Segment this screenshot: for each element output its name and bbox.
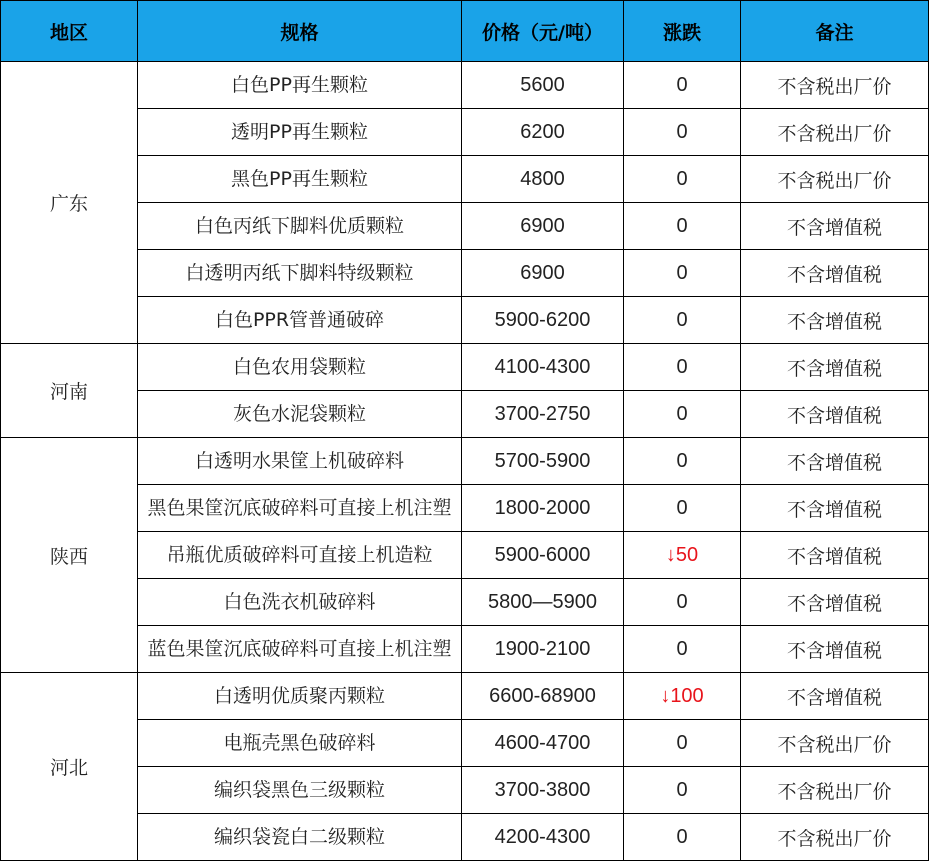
spec-cell: 黑色PP再生颗粒: [138, 156, 462, 203]
note-cell: 不含增值税: [741, 579, 929, 626]
note-cell: 不含增值税: [741, 485, 929, 532]
note-cell: 不含税出厂价: [741, 720, 929, 767]
region-cell: 河北: [1, 673, 138, 861]
price-cell: 5900-6200: [462, 297, 624, 344]
note-cell: 不含税出厂价: [741, 109, 929, 156]
table-row: [1, 156, 929, 203]
note-cell: 不含增值税: [741, 344, 929, 391]
spec-cell: 白透明丙纸下脚料特级颗粒: [138, 250, 462, 297]
price-cell: 6900: [462, 250, 624, 297]
table-row: [1, 250, 929, 297]
region-cell: 陕西: [1, 438, 138, 673]
table-row: [1, 626, 929, 673]
region-cell: 广东: [1, 62, 138, 344]
table-row: [1, 438, 929, 485]
price-cell: 4200-4300: [462, 814, 624, 861]
table-row: [1, 485, 929, 532]
table-body: [1, 62, 929, 861]
spec-cell: 白透明优质聚丙颗粒: [138, 673, 462, 720]
price-cell: 1800-2000: [462, 485, 624, 532]
change-cell: 0: [624, 62, 741, 109]
spec-cell: 编织袋瓷白二级颗粒: [138, 814, 462, 861]
price-cell: 3700-3800: [462, 767, 624, 814]
spec-cell: 白色农用袋颗粒: [138, 344, 462, 391]
spec-cell: 蓝色果筐沉底破碎料可直接上机注塑: [138, 626, 462, 673]
spec-cell: 白色洗衣机破碎料: [138, 579, 462, 626]
note-cell: 不含增值税: [741, 532, 929, 579]
spec-cell: 白色PPR管普通破碎: [138, 297, 462, 344]
table-row: [1, 579, 929, 626]
table-row: [1, 62, 929, 109]
spec-cell: 电瓶壳黑色破碎料: [138, 720, 462, 767]
header-region: 地区: [1, 1, 138, 62]
change-cell: 0: [624, 814, 741, 861]
change-cell: 0: [624, 203, 741, 250]
table-row: [1, 720, 929, 767]
price-cell: 5800—5900: [462, 579, 624, 626]
note-cell: 不含增值税: [741, 626, 929, 673]
change-cell: 0: [624, 438, 741, 485]
table-row: [1, 767, 929, 814]
price-cell: 6900: [462, 203, 624, 250]
change-cell: 0: [624, 391, 741, 438]
note-cell: 不含税出厂价: [741, 156, 929, 203]
change-cell: 0: [624, 485, 741, 532]
change-cell: ↓50: [624, 532, 741, 579]
price-cell: 4600-4700: [462, 720, 624, 767]
note-cell: 不含增值税: [741, 297, 929, 344]
table-row: [1, 344, 929, 391]
note-cell: 不含税出厂价: [741, 767, 929, 814]
change-cell: 0: [624, 156, 741, 203]
change-cell: 0: [624, 720, 741, 767]
spec-cell: 白色PP再生颗粒: [138, 62, 462, 109]
price-cell: 3700-2750: [462, 391, 624, 438]
table-row: [1, 532, 929, 579]
spec-cell: 黑色果筐沉底破碎料可直接上机注塑: [138, 485, 462, 532]
header-change: 涨跌: [624, 1, 741, 62]
note-cell: 不含税出厂价: [741, 62, 929, 109]
change-cell: 0: [624, 579, 741, 626]
change-cell: 0: [624, 250, 741, 297]
header-note: 备注: [741, 1, 929, 62]
price-cell: 6200: [462, 109, 624, 156]
spec-cell: 编织袋黑色三级颗粒: [138, 767, 462, 814]
spec-cell: 吊瓶优质破碎料可直接上机造粒: [138, 532, 462, 579]
price-cell: 6600-68900: [462, 673, 624, 720]
note-cell: 不含增值税: [741, 250, 929, 297]
region-cell: 河南: [1, 344, 138, 438]
price-cell: 4800: [462, 156, 624, 203]
table-row: [1, 814, 929, 861]
table-row: [1, 109, 929, 156]
spec-cell: 白透明水果筐上机破碎料: [138, 438, 462, 485]
spec-cell: 白色丙纸下脚料优质颗粒: [138, 203, 462, 250]
header-spec: 规格: [138, 1, 462, 62]
price-cell: 4100-4300: [462, 344, 624, 391]
price-cell: 5600: [462, 62, 624, 109]
note-cell: 不含增值税: [741, 391, 929, 438]
price-cell: 5700-5900: [462, 438, 624, 485]
table-row: [1, 203, 929, 250]
price-cell: 5900-6000: [462, 532, 624, 579]
note-cell: 不含税出厂价: [741, 814, 929, 861]
note-cell: 不含增值税: [741, 203, 929, 250]
table-row: [1, 391, 929, 438]
table-header: [1, 1, 929, 62]
note-cell: 不含增值税: [741, 438, 929, 485]
change-cell: 0: [624, 109, 741, 156]
table-row: [1, 673, 929, 720]
change-cell: 0: [624, 626, 741, 673]
change-cell: 0: [624, 297, 741, 344]
spec-cell: 透明PP再生颗粒: [138, 109, 462, 156]
change-cell: 0: [624, 767, 741, 814]
header-row: [1, 1, 929, 62]
table-row: [1, 297, 929, 344]
change-cell: 0: [624, 344, 741, 391]
spec-cell: 灰色水泥袋颗粒: [138, 391, 462, 438]
header-price: 价格（元/吨）: [462, 1, 624, 62]
price-cell: 1900-2100: [462, 626, 624, 673]
note-cell: 不含增值税: [741, 673, 929, 720]
change-cell: ↓100: [624, 673, 741, 720]
